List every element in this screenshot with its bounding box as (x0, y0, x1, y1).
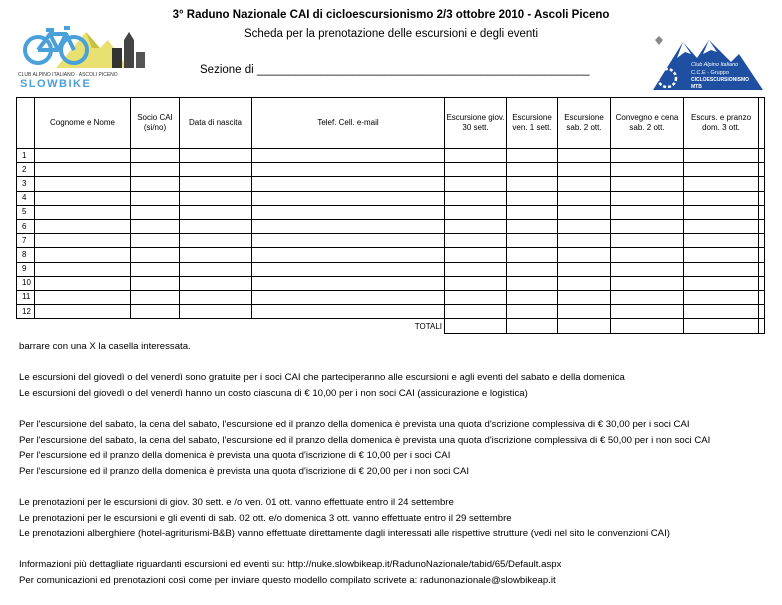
booking-table (16, 97, 765, 334)
row-spacer (759, 262, 765, 276)
table-cell[interactable] (445, 248, 507, 262)
section-field (200, 64, 590, 76)
table-cell[interactable] (445, 276, 507, 290)
row-number: 12 (17, 305, 35, 319)
notes-gap (19, 401, 710, 417)
table-cell[interactable] (684, 177, 759, 191)
table-cell[interactable] (131, 234, 180, 248)
row-number: 10 (17, 276, 35, 290)
note-line: Per l'escursione del sabato, la cena del sabato, l'escursione ed il pranzo della domenica è prevista una quota d'scrizione complessiva di € 30,00 per i soci CAI (19, 418, 690, 430)
note-line: Le prenotazioni per le escursioni di giov. 30 sett. e /o ven. 01 ott. vanno effettuate entro il 24 settembre (19, 496, 454, 508)
table-cell[interactable] (611, 219, 684, 233)
header-column: Escurs. e pranzo dom. 3 ott. (684, 98, 759, 149)
table-cell[interactable] (445, 149, 507, 163)
header-column: Telef. Cell. e-mail (252, 98, 445, 149)
table-cell[interactable] (180, 234, 252, 248)
table-cell[interactable] (684, 205, 759, 219)
table-cell[interactable] (252, 205, 445, 219)
table-cell[interactable] (684, 248, 759, 262)
row-spacer (759, 290, 765, 304)
table-row (17, 248, 765, 262)
table-cell[interactable] (684, 219, 759, 233)
table-cell[interactable] (35, 276, 131, 290)
row-spacer (759, 163, 765, 177)
table-cell[interactable] (611, 149, 684, 163)
row-spacer (759, 191, 765, 205)
table-cell[interactable] (180, 248, 252, 262)
table-cell[interactable] (611, 205, 684, 219)
table-cell[interactable] (558, 290, 611, 304)
row-number: 7 (17, 234, 35, 248)
header-spacer (759, 98, 765, 149)
table-cell[interactable] (180, 305, 252, 319)
table-cell[interactable] (180, 149, 252, 163)
table-cell[interactable] (611, 234, 684, 248)
table-cell[interactable] (558, 205, 611, 219)
table-cell[interactable] (252, 149, 445, 163)
table-cell[interactable] (180, 290, 252, 304)
header-column: Cognome e Nome (35, 98, 131, 149)
table-row (17, 219, 765, 233)
header-column: Escursione sab. 2 ott. (558, 98, 611, 149)
row-number: 5 (17, 205, 35, 219)
table-row (17, 262, 765, 276)
table-cell[interactable] (507, 177, 558, 191)
table-row (17, 290, 765, 304)
table-cell[interactable] (507, 163, 558, 177)
table-cell[interactable] (35, 290, 131, 304)
section-label: Sezione di (200, 64, 254, 76)
table-cell[interactable] (180, 262, 252, 276)
table-cell[interactable] (611, 177, 684, 191)
table-row (17, 205, 765, 219)
row-number: 1 (17, 149, 35, 163)
table-cell[interactable] (180, 177, 252, 191)
row-number: 8 (17, 248, 35, 262)
note-line: Le prenotazioni per le escursioni e gli eventi di sab. 02 ott. e/o domenica 3 ott. vanno effettuate entro il 29 settembre (19, 512, 512, 524)
table-cell[interactable] (684, 290, 759, 304)
table-cell[interactable] (252, 191, 445, 205)
row-spacer (759, 149, 765, 163)
table-cell[interactable] (611, 163, 684, 177)
table-cell[interactable] (507, 219, 558, 233)
totals-label: TOTALI (414, 321, 442, 331)
table-cell[interactable] (507, 248, 558, 262)
logo-left-line1: CLUB ALPINO ITALIANO · ASCOLI PICENO (18, 72, 118, 78)
table-cell[interactable] (131, 248, 180, 262)
table-cell[interactable] (35, 163, 131, 177)
table-row (17, 191, 765, 205)
row-number: 9 (17, 262, 35, 276)
totals-cell[interactable] (611, 319, 684, 334)
table-cell[interactable] (684, 149, 759, 163)
row-spacer (759, 205, 765, 219)
table-cell[interactable] (131, 262, 180, 276)
table-cell[interactable] (35, 191, 131, 205)
table-cell[interactable] (445, 290, 507, 304)
totals-row (17, 319, 765, 334)
table-row (17, 149, 765, 163)
table-cell[interactable] (131, 219, 180, 233)
totals-cell[interactable] (445, 319, 507, 334)
notes-gap (19, 542, 710, 558)
table-cell[interactable] (35, 305, 131, 319)
table-cell[interactable] (445, 177, 507, 191)
table-cell[interactable] (180, 219, 252, 233)
table-cell[interactable] (252, 305, 445, 319)
note-line: Le prenotazioni alberghiere (hotel-agriturismi-B&B) vanno effettuate direttamente dagli interessati alle rispettive strutture (vedi nel sito le convenzioni CAI) (19, 528, 670, 540)
table-cell[interactable] (131, 205, 180, 219)
table-cell[interactable] (611, 191, 684, 205)
table-cell[interactable] (35, 262, 131, 276)
table-cell[interactable] (252, 163, 445, 177)
table-cell[interactable] (558, 276, 611, 290)
header-number (17, 98, 35, 149)
table-cell[interactable] (35, 205, 131, 219)
logo-right-line2: C.C.E - Gruppo (691, 70, 729, 76)
table-cell[interactable] (507, 305, 558, 319)
table-cell[interactable] (611, 305, 684, 319)
table-cell[interactable] (252, 177, 445, 191)
table-cell[interactable] (131, 276, 180, 290)
table-cell[interactable] (35, 149, 131, 163)
table-cell[interactable] (445, 262, 507, 276)
notes-gap (19, 355, 710, 371)
table-header-row (17, 98, 765, 149)
logo-left-line2: SLOWBIKE (20, 78, 92, 90)
table-cell[interactable] (507, 290, 558, 304)
row-number: 3 (17, 177, 35, 191)
header-column: Data di nascita (180, 98, 252, 149)
table-cell[interactable] (131, 163, 180, 177)
cai-mtb-logo (647, 32, 765, 94)
logo-right-line1: Club Alpino Italiano (691, 62, 739, 68)
row-spacer (759, 319, 765, 334)
table-cell[interactable] (558, 234, 611, 248)
logo-right-line3: CICLOESCURSIONISMO (691, 77, 750, 83)
section-line: ____________________________________________________ (256, 64, 590, 76)
row-number: 4 (17, 191, 35, 205)
table-cell[interactable] (684, 305, 759, 319)
table-cell[interactable] (35, 219, 131, 233)
table-cell[interactable] (684, 234, 759, 248)
table-cell[interactable] (445, 219, 507, 233)
row-number: 6 (17, 219, 35, 233)
table-cell[interactable] (445, 191, 507, 205)
note-line: Per l'escursione del sabato, la cena del sabato, l'escursione ed il pranzo della domenica è prevista una quota d'iscrizione complessiva di € 50,00 per i non soci CAI (19, 434, 711, 446)
row-spacer (759, 248, 765, 262)
table-cell[interactable] (558, 149, 611, 163)
note-line: Le escursioni del giovedì o del venerdì hanno un costo ciascuna di € 10,00 per i non soci CAI (assicurazione e logistica) (19, 387, 528, 399)
row-spacer (759, 177, 765, 191)
table-cell[interactable] (558, 262, 611, 276)
row-number: 2 (17, 163, 35, 177)
table-cell[interactable] (180, 163, 252, 177)
table-cell[interactable] (684, 276, 759, 290)
table-cell[interactable] (445, 305, 507, 319)
table-cell[interactable] (558, 177, 611, 191)
header-column: Escursione giov. 30 sett. (445, 98, 507, 149)
header-column: Convegno e cena sab. 2 ott. (611, 98, 684, 149)
note-line: Per l'escursione ed il pranzo della domenica è prevista una quota d'iscrizione di € 20,00 per i non soci CAI (19, 465, 470, 477)
table-cell[interactable] (35, 177, 131, 191)
note-line: Le escursioni del giovedì o del venerdì sono gratuite per i soci CAI che parteciperanno alle escursioni e agli eventi del sabato e della domenica (19, 372, 625, 384)
table-cell[interactable] (558, 219, 611, 233)
header-column: Socio CAI (si/no) (131, 98, 180, 149)
table-cell[interactable] (35, 234, 131, 248)
table-cell[interactable] (558, 248, 611, 262)
table-cell[interactable] (684, 163, 759, 177)
table-cell[interactable] (507, 205, 558, 219)
table-cell[interactable] (507, 149, 558, 163)
logo-right-line4: MTB (691, 84, 702, 90)
table-cell[interactable] (445, 163, 507, 177)
table-cell[interactable] (252, 234, 445, 248)
table-cell[interactable] (180, 276, 252, 290)
table-cell[interactable] (131, 305, 180, 319)
table-cell[interactable] (684, 262, 759, 276)
table-cell[interactable] (507, 234, 558, 248)
row-spacer (759, 219, 765, 233)
table-cell[interactable] (611, 248, 684, 262)
table-row (17, 163, 765, 177)
table-cell[interactable] (507, 262, 558, 276)
table-cell[interactable] (180, 205, 252, 219)
table-cell[interactable] (611, 262, 684, 276)
table-cell[interactable] (252, 248, 445, 262)
table-cell[interactable] (507, 276, 558, 290)
table-cell[interactable] (445, 234, 507, 248)
table-cell[interactable] (558, 305, 611, 319)
table-cell[interactable] (131, 149, 180, 163)
row-spacer (759, 305, 765, 319)
notes-gap (19, 479, 710, 495)
table-row (17, 177, 765, 191)
table-cell[interactable] (558, 163, 611, 177)
table-cell[interactable] (131, 191, 180, 205)
table-cell[interactable] (35, 248, 131, 262)
note-line: Per l'escursione ed il pranzo della domenica è prevista una quota d'iscrizione di € 10,00 per i soci CAI (19, 450, 451, 462)
table-cell[interactable] (252, 276, 445, 290)
note-line: barrare con una X la casella interessata. (19, 341, 191, 352)
row-spacer (759, 276, 765, 290)
table-row (17, 276, 765, 290)
table-cell[interactable] (252, 219, 445, 233)
page-subtitle: Scheda per la prenotazione delle escursioni e degli eventi (243, 28, 539, 40)
notes-block (19, 339, 710, 589)
totals-cell[interactable] (558, 319, 611, 334)
table-cell[interactable] (558, 191, 611, 205)
table-cell[interactable] (507, 191, 558, 205)
row-number: 11 (17, 290, 35, 304)
table-row (17, 234, 765, 248)
totals-cell[interactable] (507, 319, 558, 334)
page-title: 3° Raduno Nazionale CAI di cicloescursionismo 2/3 ottobre 2010 - Ascoli Piceno (172, 9, 610, 21)
table-cell[interactable] (180, 191, 252, 205)
table-cell[interactable] (611, 276, 684, 290)
table-cell[interactable] (611, 290, 684, 304)
note-line: Per comunicazioni ed prenotazioni così come per inviare questo modello compilato scrivete a: radunonazionale@slowbikeap.it (19, 574, 556, 586)
table-cell[interactable] (131, 177, 180, 191)
table-cell[interactable] (252, 290, 445, 304)
header-column: Escursione ven. 1 sett. (507, 98, 558, 149)
table-row (17, 305, 765, 319)
table-cell[interactable] (445, 205, 507, 219)
table-cell[interactable] (131, 290, 180, 304)
note-line: Informazioni più dettagliate riguardanti escursioni ed eventi su: http://nuke.slowbikeap.it/RadunoNazionale/tabid/65/Default.aspx (19, 559, 562, 571)
totals-cell[interactable] (684, 319, 759, 334)
row-spacer (759, 234, 765, 248)
table-cell[interactable] (684, 191, 759, 205)
table-cell[interactable] (252, 262, 445, 276)
